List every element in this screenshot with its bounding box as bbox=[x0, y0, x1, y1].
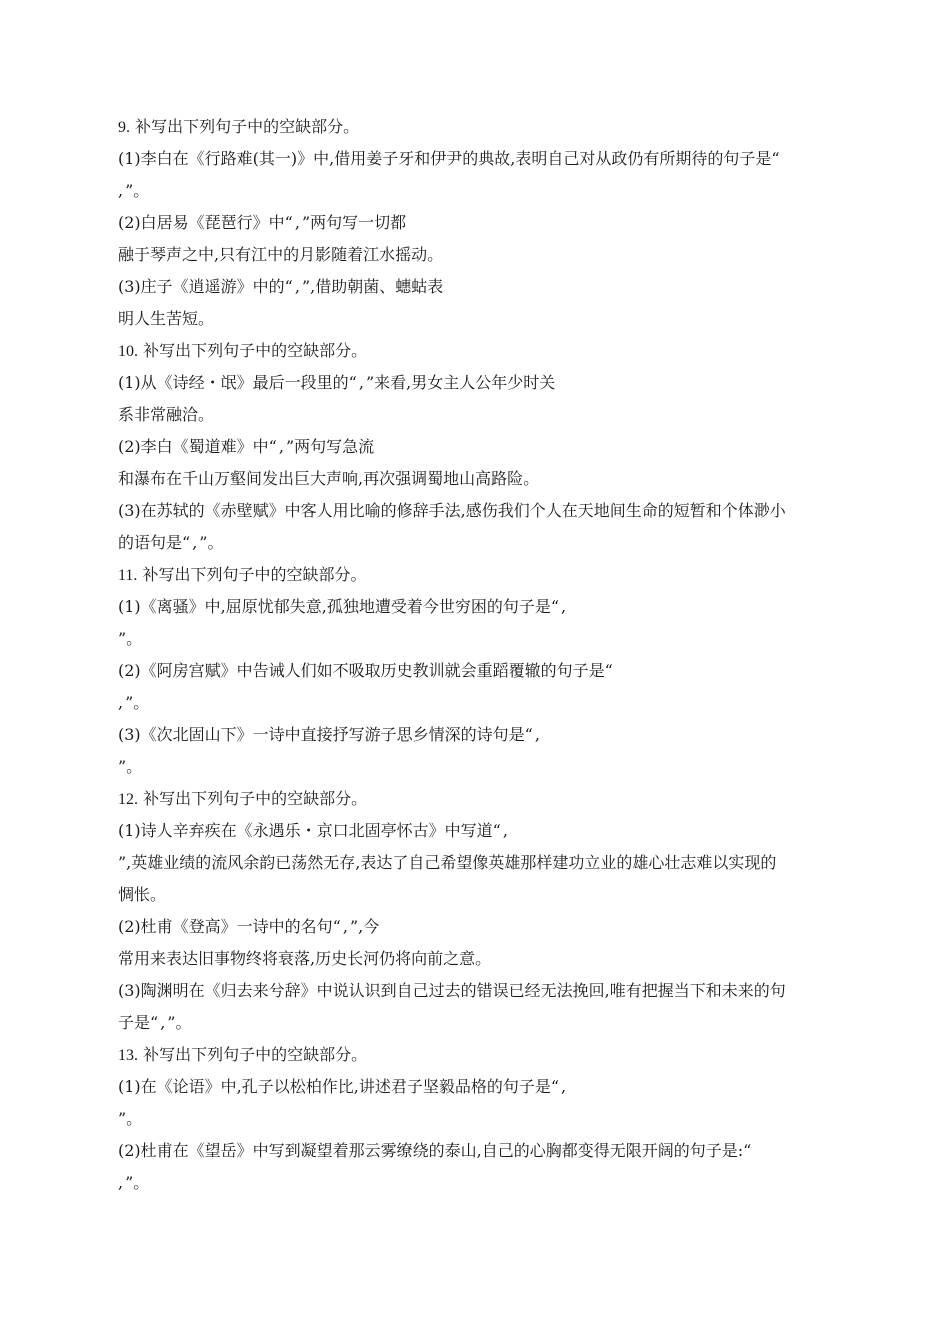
text-segment: , bbox=[502, 821, 508, 840]
question-10-item-2-line-1 bbox=[118, 436, 374, 458]
question-10-heading bbox=[118, 340, 367, 362]
text-segment: 白居易《琵琶行》中“ bbox=[140, 213, 293, 232]
text-segment: 诗人辛弃疾在《永遇乐・京口北固亭怀古》中写道“ bbox=[140, 821, 501, 840]
question-11-heading bbox=[118, 564, 367, 586]
text-segment: ”。 bbox=[125, 1173, 150, 1192]
text-segment: ”。 bbox=[125, 181, 150, 200]
text-segment: , bbox=[294, 213, 300, 232]
text-segment: ”,今 bbox=[349, 917, 380, 936]
text-segment: 10. bbox=[118, 343, 138, 360]
text-segment: 系非常融洽。 bbox=[118, 405, 215, 424]
question-12-item-3-line-2 bbox=[118, 1012, 191, 1034]
text-segment: 9. bbox=[118, 119, 130, 136]
text-segment: ”。 bbox=[118, 1109, 143, 1128]
text-segment: ”,借助朝菌、蟪蛄表 bbox=[301, 277, 444, 296]
text-segment: ”。 bbox=[118, 629, 143, 648]
text-segment: (3) bbox=[118, 501, 141, 520]
question-12-item-1-line-3 bbox=[118, 884, 166, 906]
text-segment: (1) bbox=[118, 597, 141, 616]
text-segment: 常用来表达旧事物终将衰落,历史长河仍将向前之意。 bbox=[118, 949, 492, 968]
question-12-item-1-line-1 bbox=[118, 820, 510, 842]
text-segment: ”。 bbox=[125, 693, 150, 712]
text-segment: 李白《蜀道难》中“ bbox=[140, 437, 277, 456]
question-9-item-1-line-2 bbox=[118, 180, 149, 202]
text-segment: , bbox=[294, 277, 300, 296]
text-segment: , bbox=[160, 1013, 166, 1032]
text-segment: , bbox=[118, 693, 124, 712]
text-segment: 补写出下列句子中的空缺部分。 bbox=[135, 117, 360, 136]
question-9-item-2-line-2 bbox=[118, 244, 443, 266]
text-segment: 杜甫在《望岳》中写到凝望着那云雾缭绕的泰山,自己的心胸都变得无限开阔的句子是:“ bbox=[140, 1141, 752, 1160]
text-segment: (3) bbox=[118, 725, 141, 744]
text-segment: 陶渊明在《归去来兮辞》中说认识到自己过去的错误已经无法挽回,唯有把握当下和未来的句 bbox=[140, 981, 786, 1000]
text-segment: ”。 bbox=[199, 533, 224, 552]
text-segment: (3) bbox=[118, 277, 141, 296]
question-9-heading bbox=[118, 116, 359, 138]
question-9-item-1-line-1 bbox=[118, 148, 780, 170]
question-13-item-2-line-2 bbox=[118, 1172, 149, 1194]
text-segment: (2) bbox=[118, 917, 141, 936]
question-11-item-2-line-1 bbox=[118, 660, 615, 682]
question-11-item-1-line-1 bbox=[118, 596, 568, 618]
text-segment: , bbox=[561, 597, 567, 616]
text-segment: ”。 bbox=[167, 1013, 192, 1032]
question-13-item-2-line-1 bbox=[118, 1140, 753, 1162]
text-segment: 《离骚》中,屈原忧郁失意,孤独地遭受着今世穷困的句子是“ bbox=[140, 597, 560, 616]
text-segment: 的语句是“ bbox=[118, 533, 191, 552]
question-11-item-3-line-1 bbox=[118, 724, 542, 746]
question-10-item-2-line-2 bbox=[118, 468, 539, 490]
text-segment: ”,英雄业绩的流风余韵已荡然无存,表达了自己希望像英雄那样建功立业的雄心壮志难以实现的 bbox=[118, 853, 777, 872]
question-12-item-3-line-1 bbox=[118, 980, 786, 1002]
text-segment: (1) bbox=[118, 1077, 141, 1096]
text-segment: 从《诗经・氓》最后一段里的“ bbox=[140, 373, 357, 392]
text-segment: 《次北固山下》一诗中直接抒写游子思乡情深的诗句是“ bbox=[140, 725, 533, 744]
text-segment: (2) bbox=[118, 437, 141, 456]
text-segment: 杜甫《登高》一诗中的名句“ bbox=[140, 917, 341, 936]
question-11-item-1-line-2 bbox=[118, 628, 142, 650]
text-segment: ”来看,男女主人公年少时关 bbox=[365, 373, 556, 392]
question-11-item-2-line-2 bbox=[118, 692, 149, 714]
text-segment: 《阿房宫赋》中告诫人们如不吸取历史教训就会重蹈覆辙的句子是“ bbox=[140, 661, 613, 680]
text-segment: 在《论语》中,孔子以松柏作比,讲述君子坚毅品格的句子是“ bbox=[140, 1077, 560, 1096]
text-segment: ”。 bbox=[118, 757, 143, 776]
text-segment: , bbox=[561, 1077, 567, 1096]
text-segment: ”两句写急流 bbox=[285, 437, 375, 456]
question-10-item-1-line-1 bbox=[118, 372, 555, 394]
text-segment: , bbox=[358, 373, 364, 392]
text-segment: 补写出下列句子中的空缺部分。 bbox=[143, 789, 368, 808]
text-segment: (1) bbox=[118, 373, 141, 392]
text-segment: (2) bbox=[118, 1141, 141, 1160]
question-10-item-3-line-1 bbox=[118, 500, 786, 522]
question-13-heading bbox=[118, 1044, 367, 1066]
text-segment: 子是“ bbox=[118, 1013, 159, 1032]
text-segment: (1) bbox=[118, 821, 141, 840]
text-segment: 补写出下列句子中的空缺部分。 bbox=[143, 341, 368, 360]
text-segment: , bbox=[342, 917, 348, 936]
text-segment: 李白在《行路难(其一)》中,借用姜子牙和伊尹的典故,表明自己对从政仍有所期待的句子是“ bbox=[140, 149, 780, 168]
question-9-item-3-line-2 bbox=[118, 308, 214, 330]
question-9-item-3-line-1 bbox=[118, 276, 443, 298]
text-segment: 融于琴声之中,只有江中的月影随着江水摇动。 bbox=[118, 245, 444, 264]
question-10-item-1-line-2 bbox=[118, 404, 214, 426]
question-12-heading bbox=[118, 788, 367, 810]
question-13-item-1-line-1 bbox=[118, 1076, 568, 1098]
text-segment: (3) bbox=[118, 981, 141, 1000]
question-9-item-2-line-1 bbox=[118, 212, 406, 234]
text-segment: 在苏轼的《赤壁赋》中客人用比喻的修辞手法,感伤我们个人在天地间生命的短暂和个体渺小 bbox=[140, 501, 786, 520]
text-segment: (2) bbox=[118, 661, 141, 680]
text-segment: (1) bbox=[118, 149, 141, 168]
text-segment: 和瀑布在千山万壑间发出巨大声响,再次强调蜀地山高路险。 bbox=[118, 469, 540, 488]
question-11-item-3-line-2 bbox=[118, 756, 142, 778]
text-segment: , bbox=[278, 437, 284, 456]
text-segment: ”两句写一切都 bbox=[301, 213, 407, 232]
text-segment: , bbox=[118, 181, 124, 200]
text-segment: 13. bbox=[118, 1047, 138, 1064]
text-segment: 惆怅。 bbox=[118, 885, 167, 904]
text-segment: 庄子《逍遥游》中的“ bbox=[140, 277, 293, 296]
text-segment: 补写出下列句子中的空缺部分。 bbox=[143, 1045, 368, 1064]
question-12-item-2-line-1 bbox=[118, 916, 379, 938]
text-segment: , bbox=[192, 533, 198, 552]
text-segment: (2) bbox=[118, 213, 141, 232]
question-13-item-1-line-2 bbox=[118, 1108, 142, 1130]
text-segment: 11. bbox=[118, 567, 138, 584]
text-segment: , bbox=[534, 725, 540, 744]
text-segment: 补写出下列句子中的空缺部分。 bbox=[142, 565, 367, 584]
question-12-item-1-line-2 bbox=[118, 852, 776, 874]
question-12-item-2-line-2 bbox=[118, 948, 491, 970]
text-segment: 12. bbox=[118, 791, 138, 808]
text-segment: 明人生苦短。 bbox=[118, 309, 215, 328]
text-segment: , bbox=[118, 1173, 124, 1192]
question-10-item-3-line-2 bbox=[118, 532, 223, 554]
